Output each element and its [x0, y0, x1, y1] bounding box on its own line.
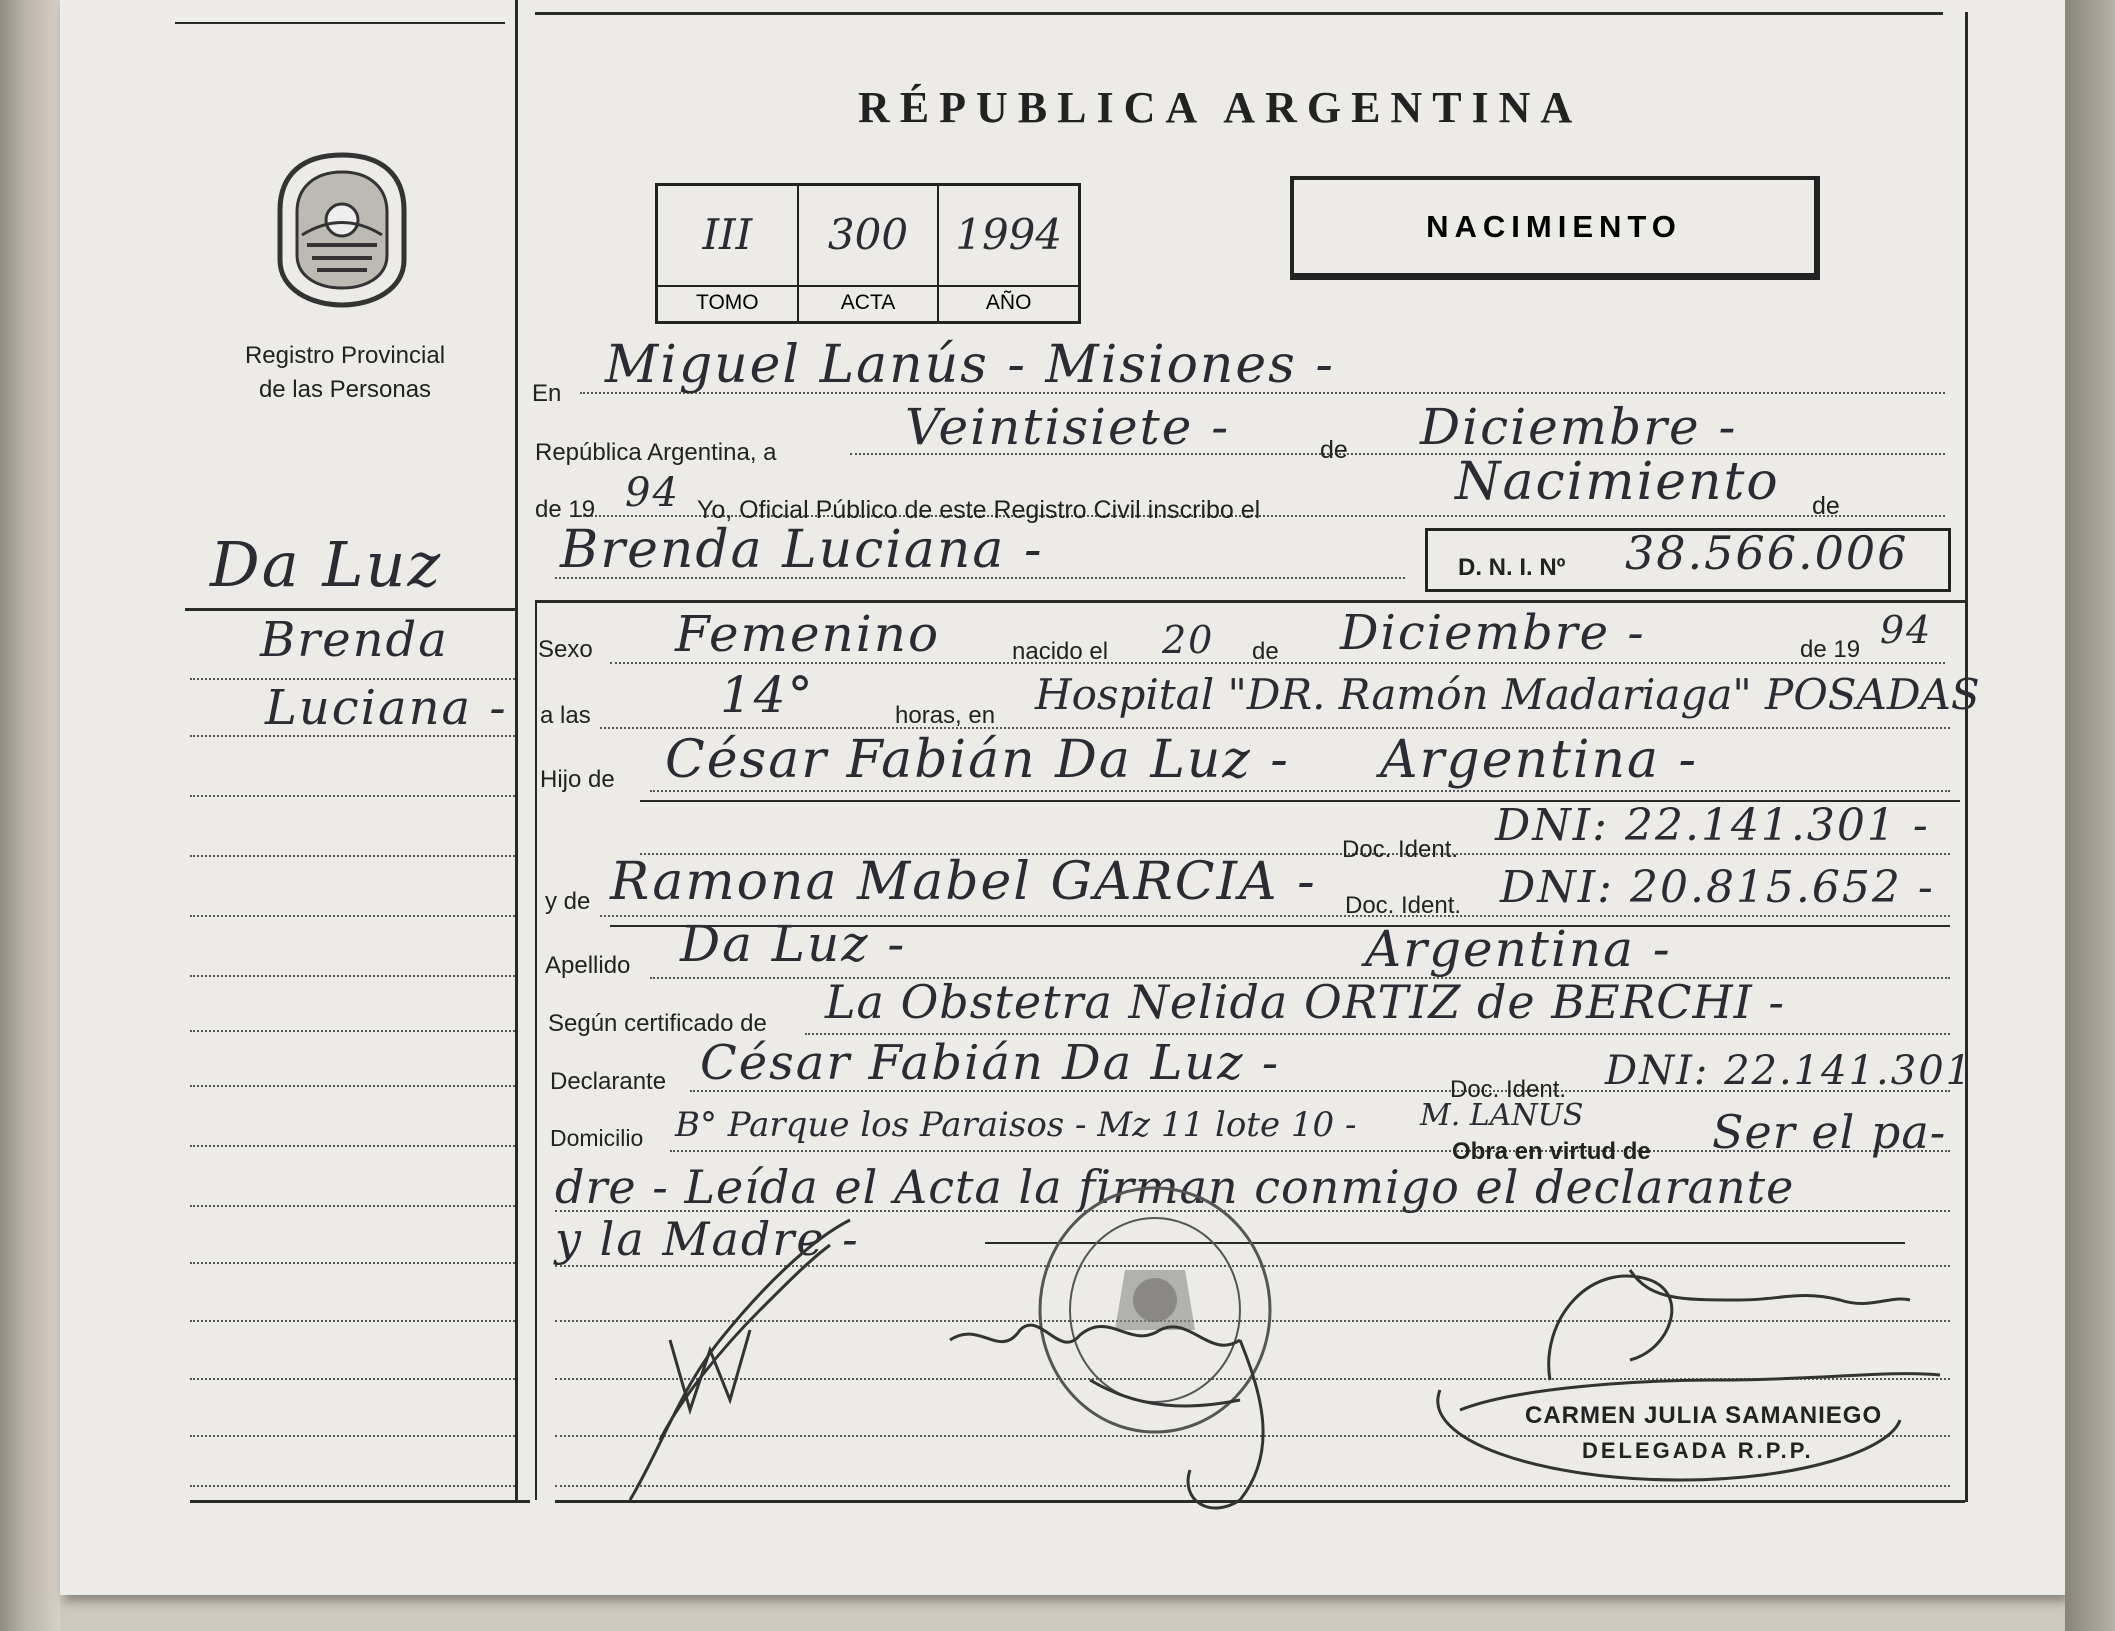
value-dni: 38.566.006: [1625, 526, 1909, 580]
label-republica: República Argentina, a: [535, 439, 777, 466]
value-declarante: César Fabián Da Luz -: [700, 1035, 1281, 1091]
margin-line: [190, 975, 515, 977]
value-madre-doc: DNI: 20.815.652 -: [1500, 862, 1935, 913]
officer-name: CARMEN JULIA SAMANIEGO: [1525, 1402, 1883, 1429]
label-dni: D. N. I. Nº: [1458, 554, 1566, 581]
value-certificado: La Obstetra Nelida ORTIZ de BERCHI -: [825, 975, 1785, 1029]
value-lugar-nac: Hospital "DR. Ramón Madariaga" POSADAS: [1035, 670, 1980, 719]
label-de2: de: [1252, 638, 1279, 665]
form-section-rule-1: [535, 600, 1965, 603]
registry-name-line-1: Registro Provincial: [244, 342, 446, 369]
anio-value: 1994: [955, 210, 1063, 259]
label-apellido: Apellido: [545, 952, 631, 979]
value-lugar: Miguel Lanús - Misiones -: [605, 335, 1335, 395]
value-mes: Diciembre -: [1420, 398, 1738, 456]
value-dia-nac: 20: [1162, 618, 1215, 662]
value-madre: Ramona Mabel GARCIA -: [610, 852, 1317, 912]
margin-line: [190, 1485, 515, 1487]
value-declarante-doc: DNI: 22.141.301: [1605, 1048, 1974, 1094]
label-obra: Obra en virtud de: [1452, 1138, 1651, 1165]
form-right-border: [1965, 12, 1968, 1502]
acta-label: ACTA: [799, 285, 938, 315]
margin-divider: [515, 0, 518, 1500]
value-nombre: Brenda Luciana -: [560, 520, 1044, 580]
label-sexo: Sexo: [538, 636, 593, 663]
document-type-box: NACIMIENTO: [1290, 176, 1820, 280]
declarant-signature-icon: [600, 1200, 880, 1520]
label-de-19: de 19: [535, 496, 596, 523]
label-a-las: a las: [540, 702, 591, 729]
value-sexo: Femenino: [675, 605, 941, 663]
margin-line: [190, 795, 515, 797]
officer-title: DELEGADA R.P.P.: [1582, 1438, 1814, 1463]
margin-line: [190, 1262, 515, 1264]
form-line: [650, 790, 1950, 792]
label-declarante: Declarante: [550, 1068, 667, 1095]
value-hora: 14°: [720, 666, 815, 724]
value-domicilio-ciudad: M. LANUS: [1420, 1098, 1584, 1133]
value-madre-nac: Argentina -: [1365, 920, 1672, 978]
form-line: [600, 727, 1950, 729]
label-doc-ident-2: Doc. Ident.: [1345, 892, 1462, 919]
value-padre: César Fabián Da Luz -: [665, 730, 1290, 790]
margin-line: [190, 1145, 515, 1147]
value-obra-2: dre - Leída el Acta la firman conmigo el declarante: [555, 1160, 1795, 1214]
label-en: En: [532, 380, 562, 407]
label-segun: Según certificado de: [548, 1010, 767, 1037]
value-apellido: Da Luz -: [680, 915, 907, 973]
tomo-value: III: [702, 210, 753, 259]
label-de-19b: de 19: [1800, 636, 1861, 663]
margin-line: [190, 1320, 515, 1322]
tomo-label: TOMO: [658, 285, 797, 315]
margin-given-1: Brenda: [260, 612, 449, 668]
registration-box: [655, 183, 1081, 324]
margin-line: [190, 1205, 515, 1207]
margin-line: [190, 1435, 515, 1437]
margin-surname-rule: [185, 608, 515, 611]
label-domicilio: Domicilio: [550, 1125, 644, 1151]
margin-line: [190, 855, 515, 857]
country-title: RÉPUBLICA ARGENTINA: [858, 83, 1583, 132]
value-acto: Nacimiento: [1455, 452, 1780, 512]
value-padre-nac: Argentina -: [1380, 730, 1699, 790]
acta-cell: [799, 186, 940, 321]
label-de-end: de: [1812, 492, 1840, 520]
top-rule-left: [175, 22, 505, 24]
margin-left-rule: [535, 600, 537, 1500]
anio-cell: [939, 186, 1078, 321]
margin-surname: Da Luz: [210, 528, 443, 601]
mother-signature-icon: [940, 1300, 1420, 1530]
registry-name-line-2: de las Personas: [258, 376, 432, 403]
value-anio-nac: 94: [1880, 608, 1933, 652]
margin-line: [190, 1085, 515, 1087]
acta-value: 300: [827, 210, 909, 259]
value-domicilio: B° Parque los Paraisos - Mz 11 lote 10 -: [675, 1105, 1357, 1145]
province-crest-icon: [272, 150, 412, 310]
value-dia: Veintisiete -: [905, 398, 1231, 456]
officer-signature-icon: [1420, 1240, 1960, 1520]
tomo-cell: [658, 186, 799, 321]
value-obra: Ser el pa-: [1712, 1105, 1947, 1159]
label-nacido: nacido el: [1012, 638, 1109, 665]
margin-line: [190, 915, 515, 917]
label-oficial: Yo, Oficial Público de este Registro Civil inscribo el: [697, 496, 1261, 524]
book-binding: [0, 0, 60, 1631]
anio-label: AÑO: [939, 285, 1078, 315]
label-horas: horas, en: [895, 702, 996, 729]
value-mes-nac: Diciembre -: [1340, 605, 1646, 661]
top-rule-right: [535, 12, 1943, 15]
label-hijo-de: Hijo de: [540, 766, 615, 793]
value-obra-3: y la Madre -: [555, 1212, 860, 1266]
page-edge: [2065, 0, 2115, 1631]
label-y-de: y de: [545, 888, 591, 915]
value-anio: 94: [625, 470, 680, 516]
margin-line: [190, 1030, 515, 1032]
margin-given-2: Luciana -: [265, 680, 508, 736]
label-de: de: [1320, 436, 1348, 464]
margin-line: [190, 1378, 515, 1380]
margin-bottom-rule: [190, 1500, 530, 1503]
label-doc-ident-3: Doc. Ident.: [1450, 1076, 1567, 1103]
value-padre-doc: DNI: 22.141.301 -: [1495, 800, 1930, 851]
label-doc-ident-1: Doc. Ident.: [1342, 836, 1459, 863]
